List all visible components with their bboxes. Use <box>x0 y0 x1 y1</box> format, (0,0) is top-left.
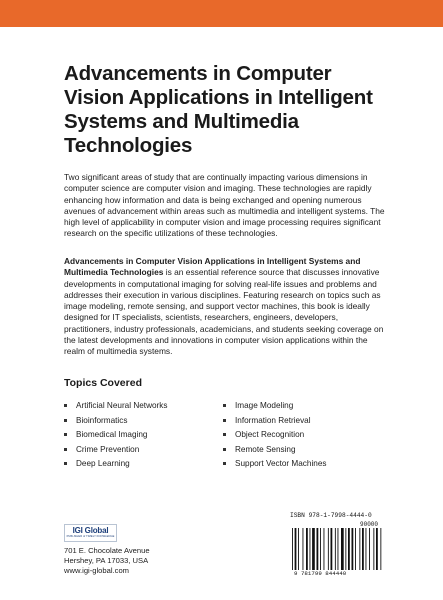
publisher-logo-text: IGI Global <box>72 526 109 535</box>
barcode-bar <box>320 528 321 570</box>
barcode-bar <box>328 528 329 570</box>
address-street: 701 E. Chocolate Avenue <box>64 546 150 555</box>
barcode-bar <box>335 528 336 570</box>
barcode-bar <box>366 528 367 570</box>
barcode-digits: 9 781799 844440 <box>294 570 347 577</box>
barcode-bar <box>341 528 344 570</box>
barcode-bar <box>292 528 293 570</box>
barcode-bar <box>352 528 354 570</box>
topic-item: Biomedical Imaging <box>64 428 167 443</box>
barcode-block <box>290 512 383 580</box>
topics-list-left <box>64 399 167 472</box>
topic-item: Information Retrieval <box>223 414 326 429</box>
address-city: Hershey, PA 17033, USA <box>64 556 149 566</box>
topics-list-right <box>223 399 326 472</box>
price-code: 90000 <box>360 521 379 528</box>
description-paragraph <box>64 256 386 358</box>
publisher-logo <box>64 524 117 542</box>
barcode-bar <box>348 528 350 570</box>
book-title: Advancements in Computer Vision Applications in Intelligent Systems and Multimedia Technologies <box>64 62 373 157</box>
topic-item: Support Vector Machines <box>223 457 326 472</box>
topic-item: Object Recognition <box>223 428 326 443</box>
topic-item: Artificial Neural Networks <box>64 399 167 414</box>
barcode-bar <box>310 528 311 570</box>
barcode-bar <box>331 528 333 570</box>
barcode-bar <box>295 528 297 570</box>
topic-item: Deep Learning <box>64 457 167 472</box>
publisher-logo-subtext: PUBLISHER of TIMELY KNOWLEDGE <box>66 535 115 538</box>
barcode-bar <box>362 528 364 570</box>
topic-item: Image Modeling <box>223 399 326 414</box>
barcode-bar <box>306 528 308 570</box>
top-color-band <box>0 0 443 27</box>
publisher-website: www.igi-global.com <box>64 566 129 576</box>
barcode-bar <box>373 528 374 570</box>
barcode-bar <box>338 528 339 570</box>
barcode-bar <box>317 528 319 570</box>
topic-item: Bioinformatics <box>64 414 167 429</box>
isbn-text: ISBN 978-1-7998-4444-0 <box>290 512 372 519</box>
barcode-bar <box>312 528 315 570</box>
barcode-bar <box>355 528 356 570</box>
barcode-bar <box>345 528 346 570</box>
barcode-bar <box>303 528 304 570</box>
topic-item: Remote Sensing <box>223 443 326 458</box>
topic-item: Crime Prevention <box>64 443 167 458</box>
barcode-bar <box>369 528 370 570</box>
description-book-title: Advancements in Computer Vision Applications in Intelligent Systems and Multimedia Technologies <box>64 256 361 278</box>
intro-paragraph: Two significant areas of study that are continually impacting various dimensions in computer science are computer vision and imaging. These technologies are rapidly enhancing how information and data is being exchanged and opening numerous avenues of advancement within areas such as multimedia and intelligent systems. The high level of applicability in computer vision and image processing requires significant research on the specific utilizations of these technologies. <box>64 172 385 239</box>
barcode-bar <box>380 528 381 570</box>
publisher-address <box>64 546 150 577</box>
topics-heading: Topics Covered <box>64 377 142 389</box>
barcode-bar <box>376 528 378 570</box>
barcode-bar <box>298 528 299 570</box>
description-text: is an essential reference source that discusses innovative developments in computational imaging for solving real-life issues and problems and addresses their execution in various disciplines. Featuring research on topics such as image modeling, remote sensing, and support vector machines, this book is ideally designed for IT specialists, scientists, researchers, engineers, developers, practitioners, industry professionals, academicians, and students seeking coverage on the latest developments and innovations in computer vision applications within the realm of multimedia systems. <box>64 267 384 357</box>
barcode-icon <box>292 528 382 570</box>
barcode-bar <box>359 528 360 570</box>
barcode-bar <box>324 528 325 570</box>
